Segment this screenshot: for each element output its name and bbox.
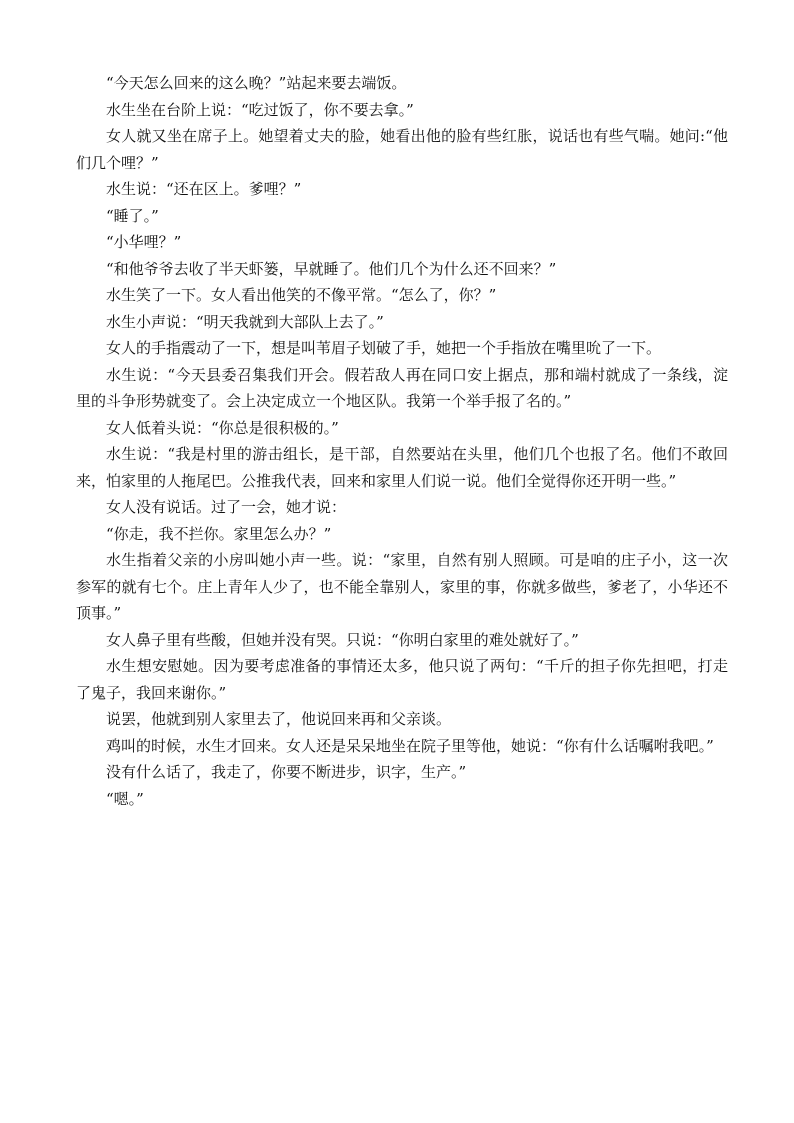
paragraph: “你走，我不拦你。家里怎么办？” — [106, 524, 332, 543]
paragraph: “今天怎么回来的这么晚？”站起来要去端饭。 — [106, 74, 407, 92]
paragraph: “小华哩？” — [106, 233, 182, 251]
paragraph: “睡了。” — [106, 206, 159, 225]
paragraph: 女人鼻子里有些酸，但她并没有哭。只说：“你明白家里的难处就好了。” — [106, 630, 579, 649]
paragraph: 水生说：“我是村里的游击组长，是干部，自然要站在头里，他们几个也报了名。他们不敢回来，怕家里的人拖尾巴。公推我代表，回来和家里人们说一说。他们全觉得你还开明一些。” — [76, 445, 728, 490]
paragraph: 没有什么话了，我走了，你要不断进步，识字，生产。” — [106, 763, 467, 781]
paragraph: 女人就又坐在席子上。她望着丈夫的脸，她看出他的脸有些红胀，说话也有些气喘。她问:“他们几个哩？” — [76, 127, 728, 172]
paragraph: 水生小声说：“明天我就到大部队上去了。” — [106, 312, 384, 331]
paragraph: 水生指着父亲的小房叫她小声一些。说：“家里，自然有别人照顾。可是咱的庄子小，这一次参军的就有七个。庄上青年人少了，也不能全靠别人，家里的事，你就多做些，爹老了，小华还不顶事。” — [76, 551, 728, 622]
paragraph: 水生说：“还在区上。爹哩？” — [106, 180, 302, 198]
paragraph: “嗯。” — [106, 789, 144, 808]
paragraph: 水生说：“今天县委召集我们开会。假若敌人再在同口安上据点，那和端村就成了一条线，淀里的斗争形势就变了。会上决定成立一个地区队。我第一个举手报了名的。” — [76, 365, 728, 410]
paragraph: 水生坐在台阶上说：“吃过饭了，你不要去拿。” — [106, 100, 414, 119]
document-page — [76, 70, 728, 812]
paragraph: 女人低着头说：“你总是很积极的。” — [106, 418, 339, 437]
paragraph: 水生笑了一下。女人看出他笑的不像平常。“怎么了，你？” — [106, 286, 497, 304]
paragraph: 女人的手指震动了一下，想是叫苇眉子划破了手，她把一个手指放在嘴里吮了一下。 — [106, 339, 662, 357]
paragraph: 说罢，他就到别人家里去了，他说回来再和父亲谈。 — [106, 710, 452, 728]
paragraph: 鸡叫的时候，水生才回来。女人还是呆呆地坐在院子里等他，她说：“你有什么话嘱咐我吧。” — [106, 736, 714, 755]
paragraph: 水生想安慰她。因为要考虑准备的事情还太多，他只说了两句：“千斤的担子你先担吧，打走了鬼子，我回来谢你。” — [76, 657, 728, 702]
paragraph: 女人没有说话。过了一会，她才说： — [106, 498, 347, 516]
paragraph: “和他爷爷去收了半天虾篓，早就睡了。他们几个为什么还不回来？” — [106, 259, 557, 278]
